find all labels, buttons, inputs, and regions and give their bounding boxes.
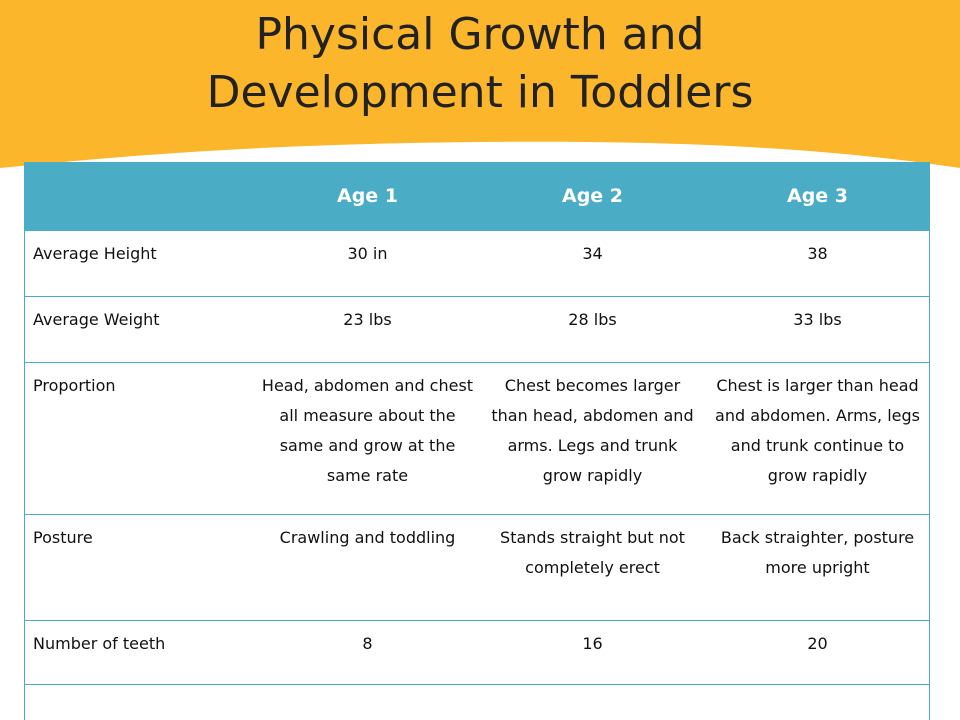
table-cell: 38 xyxy=(705,230,930,296)
growth-table xyxy=(25,162,930,720)
header-cell-age-1: Age 1 xyxy=(336,184,399,207)
table-body xyxy=(25,230,930,720)
row-label: Proportion xyxy=(25,362,255,514)
row-label: Posture xyxy=(25,514,255,620)
table-cell: 34 xyxy=(480,230,705,296)
row-label xyxy=(25,684,255,720)
header-cell-age-2: Age 2 xyxy=(561,184,624,207)
header-cell-empty xyxy=(25,162,255,230)
table-row xyxy=(25,362,930,514)
slide-title xyxy=(0,6,960,122)
title-line-1: Physical Growth and xyxy=(255,9,705,60)
table-cell: 33 lbs xyxy=(705,296,930,362)
table-cell: Stands straight but not completely erect xyxy=(480,514,705,620)
table-cell: 28 lbs xyxy=(480,296,705,362)
header-cell-age-3: Age 3 xyxy=(786,184,849,207)
growth-table-container xyxy=(24,162,930,720)
table-cell: 16 xyxy=(480,620,705,684)
table-row xyxy=(25,296,930,362)
table-cell: Back straighter, posture more upright xyxy=(705,514,930,620)
row-label: Average Height xyxy=(25,230,255,296)
table-cell: 8 xyxy=(255,620,480,684)
table-row-empty xyxy=(25,684,930,720)
table-cell: 23 lbs xyxy=(255,296,480,362)
header-row xyxy=(25,162,930,230)
table-cell xyxy=(255,684,480,720)
table-cell: Head, abdomen and chest all measure about the same and grow at the same rate xyxy=(255,362,480,514)
table-cell: 20 xyxy=(705,620,930,684)
title-line-2: Development in Toddlers xyxy=(206,67,754,118)
table-cell: 30 in xyxy=(255,230,480,296)
row-label: Average Weight xyxy=(25,296,255,362)
table-row xyxy=(25,620,930,684)
table-cell: Chest is larger than head and abdomen. Arms, legs and trunk continue to grow rapidly xyxy=(705,362,930,514)
table-row xyxy=(25,514,930,620)
table-cell xyxy=(480,684,705,720)
row-label: Number of teeth xyxy=(25,620,255,684)
table-row xyxy=(25,230,930,296)
table-cell: Chest becomes larger than head, abdomen and arms. Legs and trunk grow rapidly xyxy=(480,362,705,514)
table-cell: Crawling and toddling xyxy=(255,514,480,620)
table-header xyxy=(25,162,930,230)
table-cell xyxy=(705,684,930,720)
